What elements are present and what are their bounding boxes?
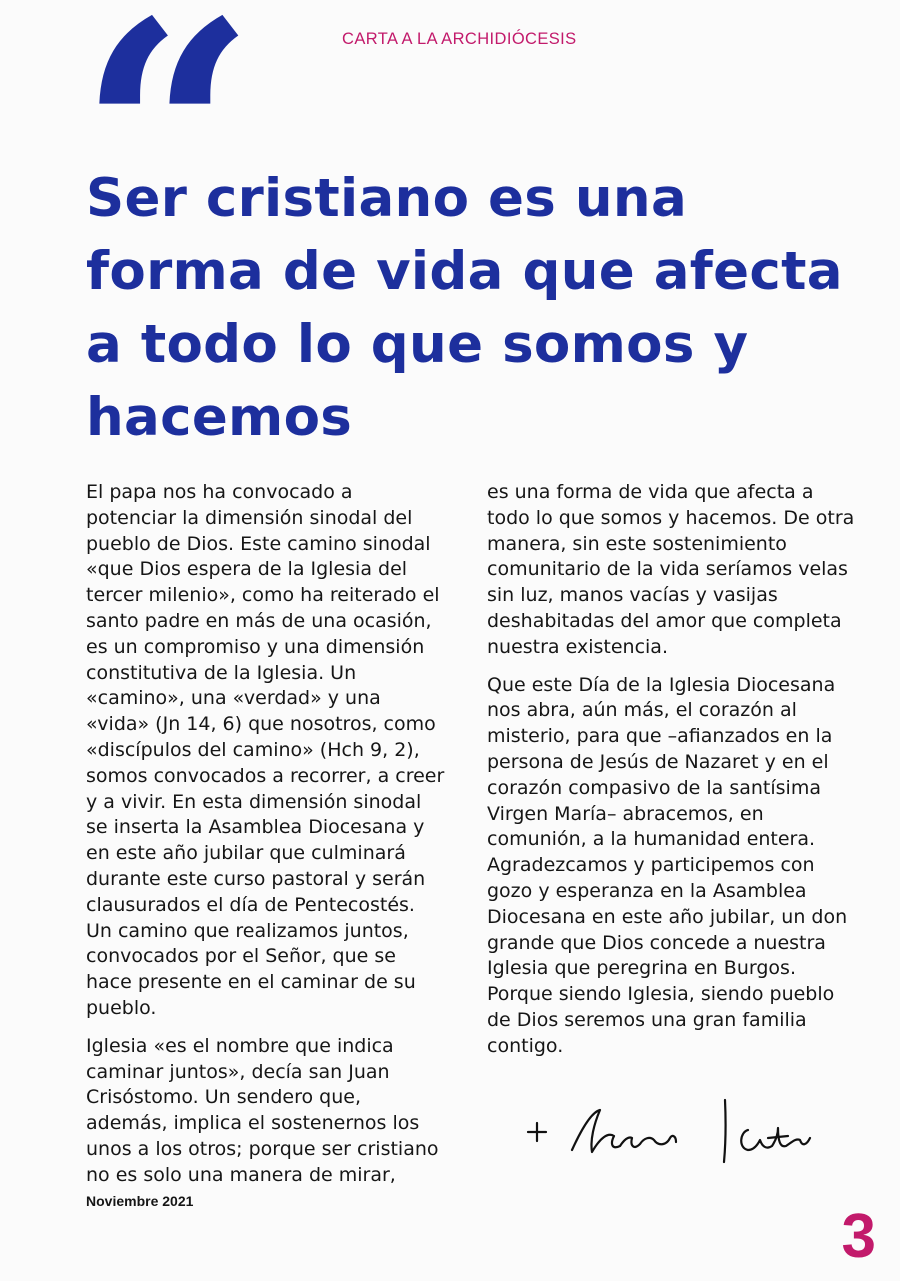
headline: Ser cristiano es una forma de vida que afecta a todo lo que somos y hacemos — [86, 168, 843, 448]
body-paragraph: Iglesia «es el nombre que indica caminar juntos», decía san Juan Crisóstomo. Un sendero que, además, implica el sostenernos los unos a los otros; porque ser cristiano no es solo una manera de mirar, — [86, 1034, 439, 1186]
signature — [520, 1080, 820, 1180]
section-label: CARTA A LA ARCHIDIÓCESIS — [342, 30, 577, 48]
body-paragraph: Que este Día de la Iglesia Diocesana nos abra, aún más, el corazón al misterio, para que –afianzados en la persona de Jesús de Nazaret y en el corazón compasivo de la santísima Virgen María– abracemos, en comunión, a la humanidad entera. Agradezcamos y participemos con gozo y esperanza en la Asamblea Diocesana en este año jubilar, un don grande que Dios concede a nuestra Iglesia que peregrina en Burgos. Porque siendo Iglesia, siendo pueblo de Dios seremos una gran familia contigo. — [487, 673, 848, 1057]
footer-date: Noviembre 2021 — [86, 1193, 194, 1209]
body-column-right — [487, 480, 862, 1072]
body-paragraph: El papa nos ha convocado a potenciar la dimensión sinodal del pueblo de Dios. Este camino sinodal «que Dios espera de la Iglesia del tercer milenio», como ha reiterado el santo padre en más de una ocasión, es un compromiso y una dimensión constitutiva de la Iglesia. Un «camino», una «verdad» y una «vida» (Jn 14, 6) que nosotros, como «discípulos del camino» (Hch 9, 2), somos convocados a recorrer, a creer y a vivir. En esta dimensión sinodal se inserta la Asamblea Diocesana y en este año jubilar que culminará durante este curso pastoral y serán clausurados el día de Pentecostés. Un camino que realizamos juntos, convocados por el Señor, que se hace presente en el caminar de su pueblo. — [86, 481, 445, 1019]
quote-mark-icon: “ — [78, 0, 239, 319]
body-paragraph: es una forma de vida que afecta a todo lo que somos y hacemos. De otra manera, sin este sostenimiento comunitario de la vida seríamos velas sin luz, manos vacías y vasijas deshabitadas del amor que completa nuestra existencia. — [487, 481, 855, 658]
body-column-left — [86, 480, 446, 1201]
page-number: 3 — [841, 1202, 876, 1271]
